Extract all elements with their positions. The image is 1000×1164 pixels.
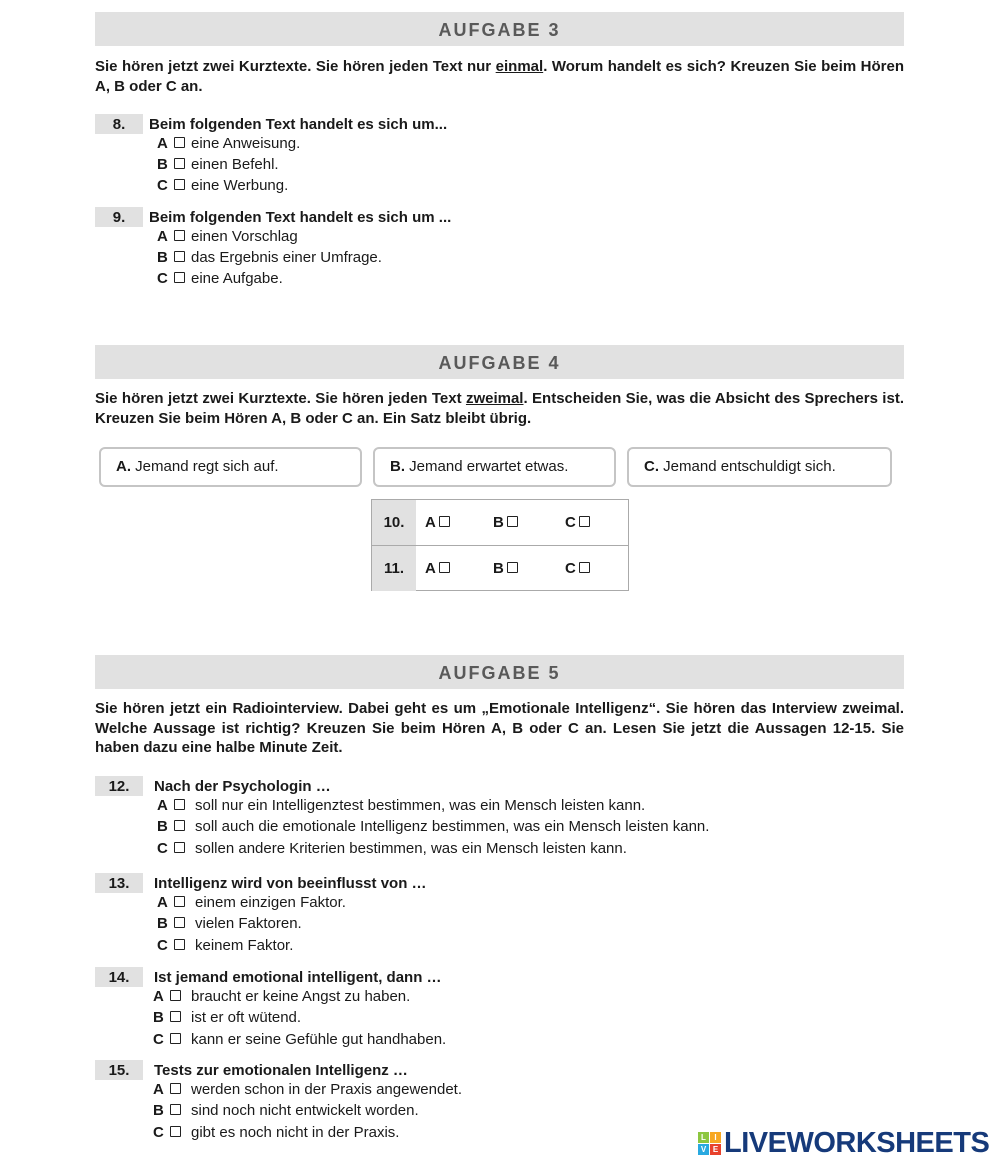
question: [95, 114, 695, 134]
option-text: soll nur ein Intelligenztest bestimmen, was ein Mensch leisten kann.: [195, 797, 646, 814]
logo-tile: V: [698, 1144, 709, 1155]
logo-text: LIVEWORKSHEETS: [724, 1126, 990, 1159]
question: [95, 967, 695, 987]
checkbox-icon[interactable]: [174, 820, 185, 831]
option-letter: C: [157, 839, 168, 857]
checkbox-icon[interactable]: [174, 842, 185, 853]
answer-option[interactable]: [153, 1031, 446, 1049]
option-letter: B: [153, 1102, 164, 1120]
option-letter: A: [157, 228, 168, 245]
option-letter: B: [157, 915, 168, 933]
question-text: Tests zur emotionalen Intelligenz …: [154, 1062, 408, 1079]
option-letter: A: [157, 894, 168, 911]
question-number: 13.: [95, 873, 143, 893]
logo-tile: E: [710, 1144, 721, 1155]
answer-option[interactable]: [153, 1009, 301, 1027]
question-number: 12.: [95, 776, 143, 796]
option-letter: B: [157, 818, 168, 836]
checkbox-icon[interactable]: [507, 516, 518, 527]
question: [95, 207, 695, 227]
row-number: 10.: [372, 500, 416, 545]
option-letter: B: [157, 156, 168, 173]
answer-choice[interactable]: [565, 500, 596, 545]
answer-option[interactable]: [157, 156, 279, 174]
statement-b: B. Jemand erwartet etwas.: [373, 447, 616, 487]
question: [95, 873, 695, 893]
checkbox-icon[interactable]: [439, 516, 450, 527]
answer-choice[interactable]: [493, 500, 524, 545]
option-letter: C: [157, 270, 168, 287]
checkbox-icon[interactable]: [579, 562, 590, 573]
checkbox-icon[interactable]: [439, 562, 450, 573]
option-letter: A: [157, 135, 168, 152]
option-text: das Ergebnis einer Umfrage.: [191, 249, 382, 266]
answer-choice[interactable]: [493, 546, 524, 591]
answer-option[interactable]: [157, 249, 382, 267]
logo-tile: I: [710, 1132, 721, 1143]
answer-option[interactable]: [157, 135, 300, 153]
logo-tiles-icon: [698, 1132, 721, 1155]
option-text: einem einzigen Faktor.: [195, 894, 346, 911]
choice-letter: B: [493, 514, 504, 531]
option-text: braucht er keine Angst zu haben.: [191, 988, 411, 1005]
option-letter: C: [153, 1123, 164, 1141]
option-letter: C: [153, 1030, 164, 1048]
answer-option[interactable]: [153, 988, 410, 1006]
answer-row: [372, 500, 628, 545]
checkbox-icon[interactable]: [174, 230, 185, 241]
row-number: 11.: [372, 546, 416, 591]
answer-option[interactable]: [157, 840, 627, 858]
instructions-aufgabe-4: Sie hören jetzt zwei Kurztexte. Sie hören jeden Text zweimal. Entscheiden Sie, was die Absicht des Sprechers ist. Kreuzen Sie beim Hören A, B oder C an. Ein Satz bleibt übrig.: [95, 390, 904, 427]
option-text: eine Werbung.: [191, 177, 289, 194]
option-letter: A: [153, 988, 164, 1005]
question-text: Beim folgenden Text handelt es sich um...: [149, 116, 448, 133]
instructions-aufgabe-5: Sie hören jetzt ein Radiointerview. Dabei geht es um „Emotionale Intelligenz“. Sie hören das Interview zweimal. Welche Aussage ist richtig? Kreuzen Sie beim Hören A, B oder C an. Lesen Sie jetzt die Aussagen 12-15. Sie haben dazu eine halbe Minute Zeit.: [95, 700, 904, 756]
checkbox-icon[interactable]: [170, 1083, 181, 1094]
answer-option[interactable]: [157, 937, 293, 955]
question-text: Beim folgenden Text handelt es sich um ...: [149, 209, 452, 226]
question-number: 15.: [95, 1060, 143, 1080]
option-text: keinem Faktor.: [195, 936, 294, 954]
option-letter: B: [153, 1009, 164, 1027]
checkbox-icon[interactable]: [174, 939, 185, 950]
checkbox-icon[interactable]: [170, 1126, 181, 1137]
option-text: gibt es noch nicht in der Praxis.: [191, 1123, 400, 1141]
checkbox-icon[interactable]: [174, 179, 185, 190]
statement-a: A. Jemand regt sich auf.: [99, 447, 362, 487]
answer-option[interactable]: [157, 228, 298, 246]
checkbox-icon[interactable]: [174, 896, 185, 907]
option-text: werden schon in der Praxis angewendet.: [191, 1081, 462, 1098]
answer-choice[interactable]: [425, 546, 456, 591]
checkbox-icon[interactable]: [170, 1011, 181, 1022]
answer-choice[interactable]: [565, 546, 596, 591]
checkbox-icon[interactable]: [170, 990, 181, 1001]
answer-option[interactable]: [153, 1124, 399, 1142]
question-text: Ist jemand emotional intelligent, dann …: [154, 969, 442, 986]
choice-letter: B: [493, 560, 504, 577]
choice-letter: C: [565, 514, 576, 531]
checkbox-icon[interactable]: [174, 799, 185, 810]
checkbox-icon[interactable]: [170, 1033, 181, 1044]
option-text: soll auch die emotionale Intelligenz bestimmen, was ein Mensch leisten kann.: [195, 818, 710, 836]
section-header-aufgabe-3: AUFGABE 3: [95, 12, 904, 46]
choice-letter: A: [425, 514, 436, 531]
option-text: eine Aufgabe.: [191, 270, 283, 287]
option-text: vielen Faktoren.: [195, 915, 302, 933]
option-text: sind noch nicht entwickelt worden.: [191, 1102, 419, 1120]
question-text: Intelligenz wird von beeinflusst von …: [154, 875, 427, 892]
option-text: einen Befehl.: [191, 156, 279, 173]
question-number: 14.: [95, 967, 143, 987]
checkbox-icon[interactable]: [579, 516, 590, 527]
option-text: eine Anweisung.: [191, 135, 301, 152]
checkbox-icon[interactable]: [507, 562, 518, 573]
checkbox-icon[interactable]: [174, 917, 185, 928]
answer-option[interactable]: [153, 1081, 462, 1099]
answer-option[interactable]: [157, 177, 288, 195]
question: [95, 1060, 695, 1080]
choice-letter: A: [425, 560, 436, 577]
option-letter: B: [157, 249, 168, 266]
option-text: kann er seine Gefühle gut handhaben.: [191, 1030, 447, 1048]
question: [95, 776, 695, 796]
question-number: 9.: [95, 207, 143, 227]
option-letter: C: [157, 177, 168, 194]
answer-option[interactable]: [157, 797, 645, 815]
option-text: ist er oft wütend.: [191, 1009, 302, 1027]
section-header-aufgabe-5: AUFGABE 5: [95, 655, 904, 689]
checkbox-icon[interactable]: [174, 251, 185, 262]
option-letter: A: [157, 797, 168, 814]
choice-letter: C: [565, 560, 576, 577]
question-text: Nach der Psychologin …: [154, 778, 331, 795]
question-number: 8.: [95, 114, 143, 134]
instructions-aufgabe-3: Sie hören jetzt zwei Kurztexte. Sie hören jeden Text nur einmal. Worum handelt es sich? Kreuzen Sie beim Hören A, B oder C an.: [95, 58, 904, 95]
option-text: sollen andere Kriterien bestimmen, was ein Mensch leisten kann.: [195, 839, 627, 857]
answer-option[interactable]: [157, 818, 709, 836]
option-letter: A: [153, 1081, 164, 1098]
checkbox-icon[interactable]: [174, 137, 185, 148]
answer-option[interactable]: [157, 270, 283, 288]
answer-row: [372, 545, 628, 591]
answer-option[interactable]: [153, 1102, 419, 1120]
option-text: einen Vorschlag: [191, 228, 298, 245]
answer-option[interactable]: [157, 894, 346, 912]
checkbox-icon[interactable]: [174, 272, 185, 283]
checkbox-icon[interactable]: [170, 1104, 181, 1115]
statement-c: C. Jemand entschuldigt sich.: [627, 447, 892, 487]
answer-option[interactable]: [157, 915, 302, 933]
option-letter: C: [157, 936, 168, 954]
liveworksheets-logo: [698, 1128, 989, 1158]
answer-choice[interactable]: [425, 500, 456, 545]
logo-tile: L: [698, 1132, 709, 1143]
section-header-aufgabe-4: AUFGABE 4: [95, 345, 904, 379]
answer-table: [371, 499, 629, 591]
checkbox-icon[interactable]: [174, 158, 185, 169]
